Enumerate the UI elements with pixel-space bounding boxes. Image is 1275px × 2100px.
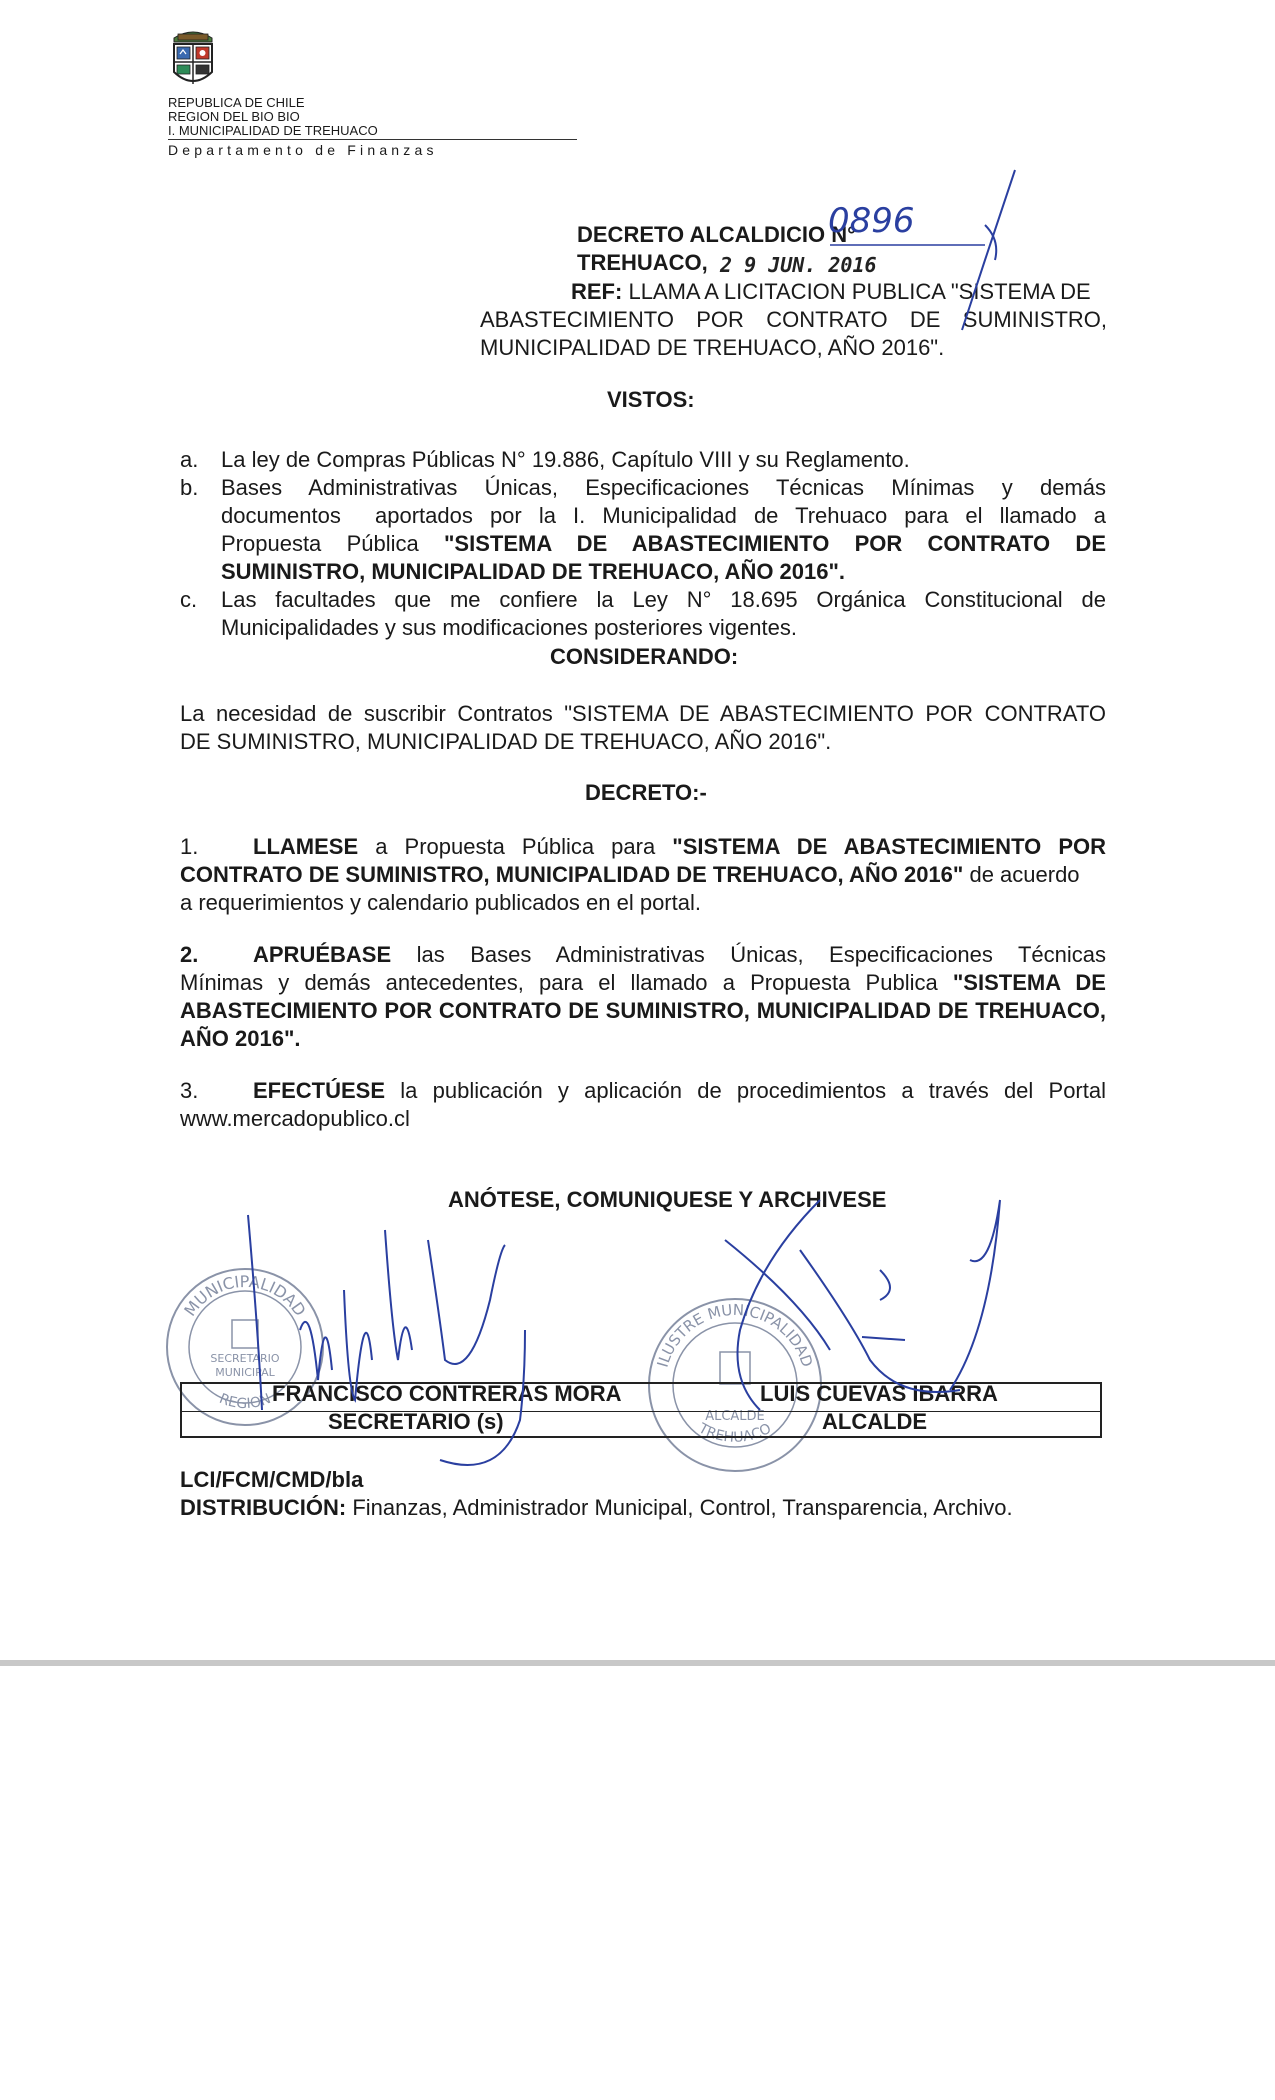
decreto-item-2-line-2 [180, 969, 1106, 996]
decreto-item-3-line-1 [253, 1077, 1106, 1104]
letterhead-department: Departamento de Finanzas [168, 142, 438, 158]
vistos-b-line-3-bold: "SISTEMA DE ABASTECIMIENTO POR CONTRATO DE [444, 531, 1106, 556]
decreto-item-1-line-1 [253, 833, 1106, 860]
mayor-stamp-top-text: ILUSTRE MUNICIPALIDAD [653, 1300, 817, 1370]
decree-number-handwritten: 0896 [828, 201, 915, 241]
decreto-item-2-line-3: ABASTECIMIENTO POR CONTRATO DE SUMINISTRO, MUNICIPALIDAD DE TREHUACO, [180, 998, 1106, 1023]
distribution-text: Finanzas, Administrador Municipal, Control, Transparencia, Archivo. [346, 1495, 1013, 1520]
vistos-heading: VISTOS: [607, 387, 695, 412]
secretary-stamp-bottom-text: REGION [216, 1390, 274, 1413]
letterhead-country: REPUBLICA DE CHILE [168, 95, 305, 110]
decreto-item-2-line-2-bold: "SISTEMA DE [952, 970, 1106, 995]
decreto-item-1-line-2-normal: de acuerdo [963, 862, 1080, 887]
scan-border [0, 1660, 1275, 1666]
vistos-a-marker: a. [180, 447, 199, 472]
ref-line-1 [571, 278, 1091, 305]
decreto-item-3-marker: 3. [180, 1078, 199, 1103]
decreto-item-1-text: a Propuesta Pública para [358, 834, 673, 859]
ref-line-3: MUNICIPALIDAD DE TREHUACO, AÑO 2016". [480, 335, 945, 360]
decreto-item-3-text: la publicación y aplicación de procedimientos a través del Portal [385, 1078, 1106, 1103]
decreto-item-1-verb: LLAMESE [253, 834, 359, 859]
vistos-c-marker: c. [180, 587, 198, 612]
ref-word: POR [696, 307, 744, 332]
letterhead-divider [168, 139, 577, 140]
ref-word: DE [909, 307, 941, 332]
ref-text-1: LLAMA A LICITACION PUBLICA "SISTEMA DE [628, 279, 1091, 304]
decreto-item-1-bold: "SISTEMA DE ABASTECIMIENTO POR [672, 834, 1106, 859]
decreto-item-3-portal-url: www.mercadopublico.cl [180, 1106, 410, 1131]
ref-word: ABASTECIMIENTO [480, 307, 674, 332]
mayor-title: ALCALDE [822, 1409, 928, 1434]
mayor-stamp-bottom-text: TREHUACO [695, 1420, 775, 1446]
distribution-label: DISTRIBUCIÓN: [180, 1495, 347, 1520]
ref-line-2 [480, 306, 1107, 333]
date-stamp: 2 9 JUN. 2016 [720, 253, 877, 277]
footer-initials-text: LCI/FCM/CMD/bla [180, 1467, 364, 1492]
secretary-stamp-mid-1: SECRETARIO [210, 1352, 280, 1365]
secretary-stamp-mid-2: MUNICIPAL [215, 1366, 275, 1379]
secretary-stamp-top-text: MUNICIPALIDAD [180, 1271, 310, 1320]
vistos-b-line-1: Bases Administrativas Únicas, Especificaciones Técnicas Mínimas y demás [221, 475, 1106, 500]
decree-label: DECRETO ALCALDICIO N° [577, 222, 856, 247]
letterhead-municipality: I. MUNICIPALIDAD DE TREHUACO [168, 123, 378, 138]
decreto-item-2-text: las Bases Administrativas Únicas, Especificaciones Técnicas [391, 942, 1106, 967]
mayor-name: LUIS CUEVAS IBARRA [760, 1381, 998, 1406]
vistos-a-text: La ley de Compras Públicas N° 19.886, Capítulo VIII y su Reglamento. [221, 447, 910, 472]
secretary-name: FRANCISCO CONTRERAS MORA [272, 1381, 622, 1406]
mayor-stamp-mid: ALCALDE [705, 1409, 765, 1424]
secretary-title: SECRETARIO (s) [328, 1409, 504, 1434]
vistos-b-line-2: documentos aportados por la I. Municipalidad de Trehuaco para el llamado a [221, 503, 1106, 528]
vistos-c-line-2: Municipalidades y sus modificaciones posteriores vigentes. [221, 615, 797, 640]
considerando-heading: CONSIDERANDO: [550, 644, 739, 669]
stamp-crest-icon [232, 1320, 258, 1348]
footer-distribution [180, 1494, 1013, 1521]
ref-word: SUMINISTRO, [962, 307, 1107, 332]
letterhead-region: REGION DEL BIO BIO [168, 109, 300, 124]
place-label: TREHUACO, [577, 250, 708, 275]
footer-initials [180, 1466, 363, 1493]
decree-underline-mark [985, 225, 996, 260]
decreto-item-2-marker: 2. [180, 942, 199, 967]
vistos-b-marker: b. [180, 475, 199, 500]
decreto-item-3-verb: EFECTÚESE [253, 1078, 386, 1103]
closing-text: ANÓTESE, COMUNIQUESE Y ARCHIVESE [448, 1187, 887, 1212]
vistos-b-line-4: SUMINISTRO, MUNICIPALIDAD DE TREHUACO, AÑO 2016". [221, 559, 846, 584]
decreto-item-1-line-2-bold: CONTRATO DE SUMINISTRO, MUNICIPALIDAD DE TREHUACO, AÑO 2016" [180, 862, 964, 887]
signature-table-divider [182, 1411, 1100, 1412]
decreto-item-1-marker: 1. [180, 834, 199, 859]
decreto-item-2-line-2-normal: Mínimas y demás antecedentes, para el llamado a Propuesta Publica [180, 970, 953, 995]
considerando-line-1: La necesidad de suscribir Contratos "SISTEMA DE ABASTECIMIENTO POR CONTRATO [180, 701, 1106, 726]
decreto-item-1-line-3: a requerimientos y calendario publicados en el portal. [180, 890, 701, 915]
municipal-coat-of-arms-icon [168, 26, 218, 92]
decreto-item-2-verb: APRUÉBASE [253, 942, 392, 967]
vistos-b-line-3-normal: Propuesta Pública [221, 531, 444, 556]
decreto-item-2-line-1 [253, 941, 1106, 968]
considerando-line-2: DE SUMINISTRO, MUNICIPALIDAD DE TREHUACO, AÑO 2016". [180, 729, 832, 754]
ref-label: REF: [571, 279, 623, 304]
decreto-item-2-line-4: AÑO 2016". [180, 1026, 301, 1051]
stamp-crest-icon [720, 1352, 750, 1384]
vistos-c-line-1: Las facultades que me confiere la Ley N° 18.695 Orgánica Constitucional de [221, 587, 1106, 612]
vistos-b-line-3 [221, 530, 1106, 557]
decreto-heading: DECRETO:- [585, 780, 707, 805]
ref-word: CONTRATO [766, 307, 888, 332]
decreto-item-1-line-2 [180, 861, 1080, 888]
